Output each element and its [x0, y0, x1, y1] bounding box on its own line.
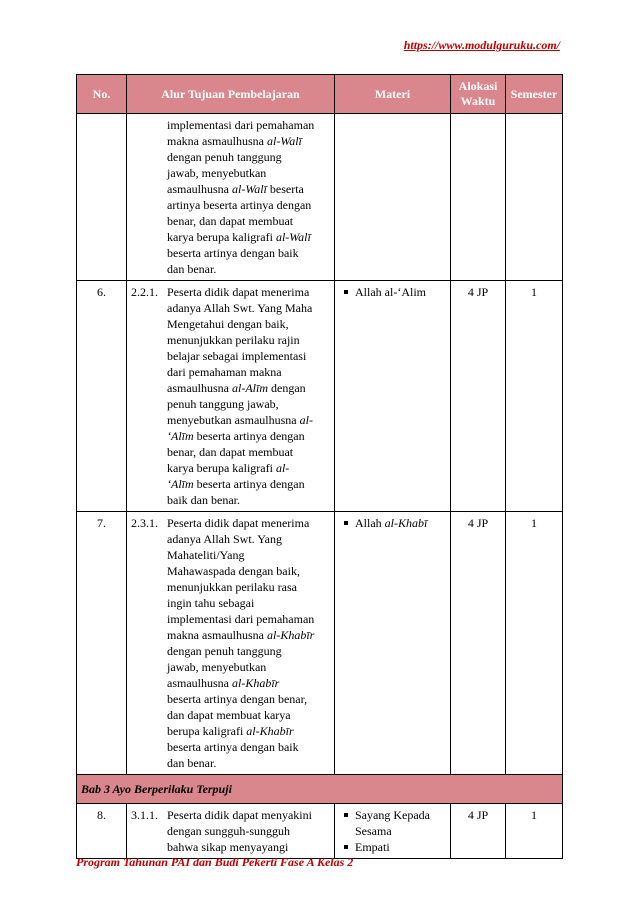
materi-list [339, 807, 446, 855]
text-line: ‘Alīm beserta artinya dengan [167, 429, 305, 443]
materi-item: Allah al-Khabī [339, 515, 446, 531]
cell-no: 6. [77, 281, 127, 512]
materi-item: Sayang Kepada Sesama [339, 807, 446, 839]
bullet-icon [339, 839, 355, 855]
cell-materi [335, 281, 451, 512]
text-line: adanya Allah Swt. Yang Maha [167, 301, 313, 315]
materi-item: Allah al-‘Alim [339, 284, 446, 300]
atp-code: 3.1.1. [131, 808, 158, 822]
text-line: jawab, menyebutkan [167, 166, 267, 180]
text-line: beserta artinya dengan baik [167, 740, 299, 754]
materi-list [339, 515, 446, 531]
text-line: dan dapat membuat karya [167, 708, 291, 722]
table-row [77, 281, 563, 512]
cell-alokasi: 4 JP [451, 281, 506, 512]
text-line: makna asmaulhusna al-Walī [167, 134, 302, 148]
cell-materi [335, 512, 451, 775]
cell-semester [506, 114, 563, 281]
text-line: Mahawaspada dengan baik, [167, 564, 300, 578]
text-line: benar, dan dapat membuat [167, 214, 294, 228]
text-line: menyebutkan asmaulhusna al- [167, 413, 313, 427]
cell-alokasi: 4 JP [451, 804, 506, 859]
text-line: bahwa sikap menyayangi [167, 840, 289, 854]
cell-atp [127, 804, 335, 859]
table-row [77, 804, 563, 859]
text-line: makna asmaulhusna al-Khabīr [167, 628, 315, 642]
bullet-icon [339, 515, 355, 531]
cell-semester: 1 [506, 804, 563, 859]
text-line: asmaulhusna al-Khabīr [167, 676, 280, 690]
text-line: Peserta didik dapat menerima [167, 285, 310, 299]
atp-continuation-text [167, 117, 330, 277]
text-line: benar, dan dapat membuat [167, 445, 294, 459]
text-line: dan benar. [167, 262, 217, 276]
header-semester: Semester [506, 75, 563, 114]
header-no: No. [77, 75, 127, 114]
text-line: implementasi dari pemahaman [167, 118, 315, 132]
table-row [77, 114, 563, 281]
text-line: dengan sungguh-sungguh [167, 824, 290, 838]
cell-semester: 1 [506, 512, 563, 775]
atp-code: 2.2.1. [131, 285, 158, 299]
header-alokasi: Alokasi Waktu [451, 75, 506, 114]
table-header-row [77, 75, 563, 114]
materi-item: Empati [339, 839, 446, 855]
header-atp: Alur Tujuan Pembelajaran [127, 75, 335, 114]
chapter-title: Bab 3 Ayo Berperilaku Terpuji [77, 775, 563, 804]
text-line: asmaulhusna al-Walī beserta [167, 182, 304, 196]
text-line: menunjukkan perilaku rasa [167, 580, 297, 594]
atp-text [167, 515, 330, 771]
text-line: Peserta didik dapat menyakini [167, 808, 312, 822]
bullet-icon [339, 284, 355, 300]
text-line: penuh tanggung jawab, [167, 397, 279, 411]
chapter-row [77, 775, 563, 804]
text-line: Mahateliti/Yang [167, 548, 245, 562]
cell-atp [127, 114, 335, 281]
text-line: ingin tahu sebagai [167, 596, 255, 610]
text-line: dengan penuh tanggung [167, 644, 282, 658]
text-line: ‘Alīm beserta artinya dengan [167, 477, 305, 491]
text-line: dengan penuh tanggung [167, 150, 282, 164]
text-line: baik dan benar. [167, 493, 240, 507]
text-line: dari pemahaman makna [167, 365, 282, 379]
text-line: beserta artinya dengan baik [167, 246, 299, 260]
materi-list [339, 284, 446, 300]
atp-text [167, 284, 330, 508]
footer-title: Program Tahunan PAI dan Budi Pekerti Fase A Kelas 2 [76, 855, 354, 869]
text-line: Peserta didik dapat menerima [167, 516, 310, 530]
cell-atp [127, 512, 335, 775]
cell-no: 7. [77, 512, 127, 775]
text-line: implementasi dari pemahaman [167, 612, 315, 626]
table-row [77, 512, 563, 775]
header-materi: Materi [335, 75, 451, 114]
program-table [76, 74, 563, 859]
text-line: karya berupa kaligrafi al-Walī [167, 230, 311, 244]
text-line: asmaulhusna al-Alīm dengan [167, 381, 306, 395]
text-line: artinya beserta artinya dengan [167, 198, 312, 212]
text-line: Mengetahui dengan baik, [167, 317, 289, 331]
text-line: berupa kaligrafi al-Khabīr [167, 724, 294, 738]
cell-materi [335, 114, 451, 281]
atp-code: 2.3.1. [131, 516, 158, 530]
atp-text [167, 807, 330, 855]
text-line: beserta artinya dengan benar, [167, 692, 308, 706]
cell-alokasi: 4 JP [451, 512, 506, 775]
cell-no: 8. [77, 804, 127, 859]
cell-materi [335, 804, 451, 859]
text-line: jawab, menyebutkan [167, 660, 267, 674]
text-line: menunjukkan perilaku rajin [167, 333, 300, 347]
cell-alokasi [451, 114, 506, 281]
text-line: karya berupa kaligrafi al- [167, 461, 290, 475]
header-url-link[interactable]: https://www.modulguruku.com/ [403, 38, 560, 52]
cell-atp [127, 281, 335, 512]
text-line: belajar sebagai implementasi [167, 349, 307, 363]
cell-no [77, 114, 127, 281]
bullet-icon [339, 807, 355, 839]
cell-semester: 1 [506, 281, 563, 512]
text-line: adanya Allah Swt. Yang [167, 532, 282, 546]
text-line: dan benar. [167, 756, 217, 770]
